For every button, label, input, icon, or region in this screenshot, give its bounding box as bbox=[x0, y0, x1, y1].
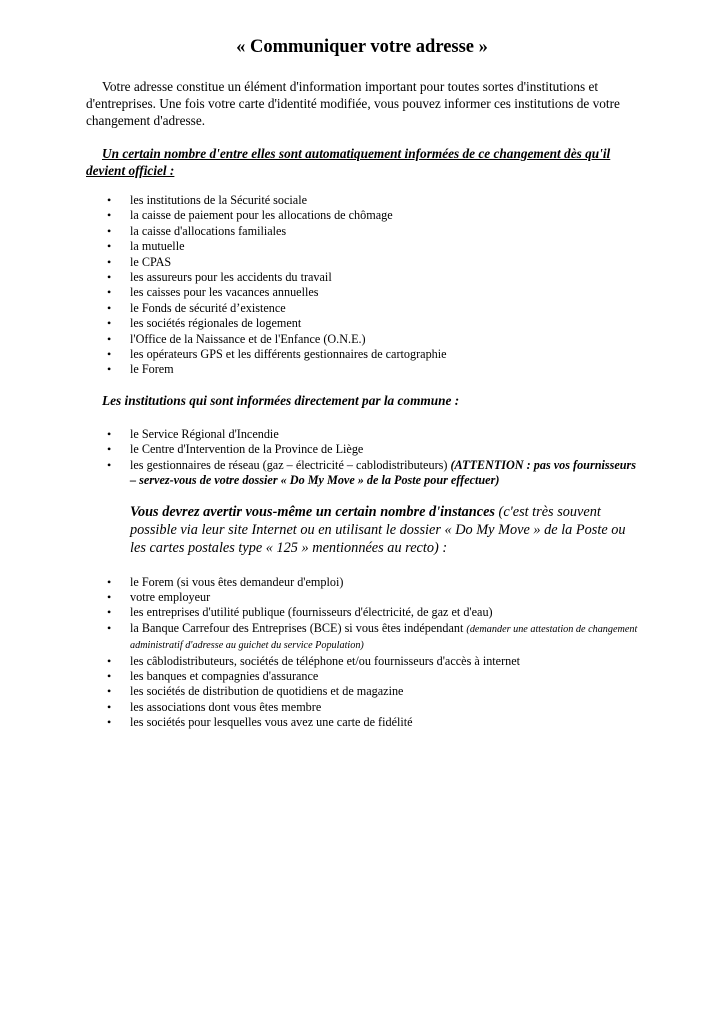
bullet-icon: • bbox=[107, 300, 112, 315]
list-item: • les sociétés de distribution de quotidiens et de magazine bbox=[107, 684, 404, 699]
section3-list bbox=[86, 575, 638, 731]
bullet-icon: • bbox=[107, 285, 112, 300]
list-item: • la caisse d'allocations familiales bbox=[107, 223, 287, 238]
bullet-icon: • bbox=[107, 270, 112, 285]
list-item: • les opérateurs GPS et les différents gestionnaires de cartographie bbox=[107, 347, 447, 362]
list-item: • les sociétés pour lesquelles vous avez une carte de fidélité bbox=[107, 715, 413, 730]
list-item: • l'Office de la Naissance et de l'Enfance (O.N.E.) bbox=[107, 331, 366, 346]
section2-list bbox=[86, 427, 638, 489]
list-item: • votre employeur bbox=[107, 589, 211, 604]
list-item: • le Forem bbox=[107, 362, 174, 377]
list-item: • la mutuelle bbox=[107, 239, 185, 254]
bullet-icon: • bbox=[107, 620, 112, 635]
bullet-icon: • bbox=[107, 699, 112, 714]
bullet-icon: • bbox=[107, 684, 112, 699]
list-item: • le Centre d'Intervention de la Province de Liège bbox=[107, 442, 364, 457]
page-title: « Communiquer votre adresse » bbox=[236, 37, 488, 57]
list-item: • les associations dont vous êtes membre bbox=[107, 699, 322, 714]
section1-list bbox=[86, 193, 638, 378]
bullet-icon: • bbox=[107, 254, 112, 269]
section2-heading: Les institutions qui sont informées directement par la commune : bbox=[102, 392, 460, 408]
bce-note: (demander une attestation de changement administratif d'adresse au guichet du service Population) bbox=[130, 623, 638, 652]
list-item: • les entreprises d'utilité publique (fournisseurs d'électricité, de gaz et d'eau) bbox=[107, 605, 493, 620]
list-item: • le Forem (si vous êtes demandeur d'emploi) bbox=[107, 574, 344, 589]
list-item: • les caisses pour les vacances annuelles bbox=[107, 285, 319, 300]
list-item: • les câblodistributeurs, sociétés de téléphone et/ou fournisseurs d'accès à internet bbox=[107, 653, 521, 668]
intro-paragraph: Votre adresse constitue un élément d'information important pour toutes sortes d'institutions et d'entreprises. Une fois votre carte d'identité modifiée, vous pouvez informer ces institutions de votre changement d'adresse. bbox=[86, 79, 620, 128]
bullet-icon: • bbox=[107, 574, 112, 589]
list-item: • les institutions de la Sécurité sociale bbox=[107, 193, 308, 207]
bullet-icon: • bbox=[107, 605, 112, 620]
attention-note: (ATTENTION : pas vos fournisseurs – servez-vous de votre dossier « Do My Move » de la Poste pour effectuer) bbox=[130, 457, 637, 488]
section1-heading: Un certain nombre d'entre elles sont automatiquement informées de ce changement dès qu'il devient officiel : bbox=[86, 146, 611, 178]
bullet-icon: • bbox=[107, 653, 112, 668]
bullet-icon: • bbox=[107, 347, 112, 362]
list-item: • le CPAS bbox=[107, 254, 172, 269]
bullet-icon: • bbox=[107, 589, 112, 604]
bullet-icon: • bbox=[107, 193, 112, 207]
bullet-icon: • bbox=[107, 715, 112, 730]
bullet-icon: • bbox=[107, 668, 112, 683]
list-item: • les assureurs pour les accidents du travail bbox=[107, 270, 332, 285]
list-item: • les sociétés régionales de logement bbox=[107, 316, 302, 331]
bullet-icon: • bbox=[107, 426, 112, 441]
bullet-icon: • bbox=[107, 362, 112, 377]
list-item: • la caisse de paiement pour les allocations de chômage bbox=[107, 208, 393, 223]
document-page bbox=[86, 36, 638, 731]
bullet-icon: • bbox=[107, 223, 112, 238]
bullet-icon: • bbox=[107, 316, 112, 331]
bullet-icon: • bbox=[107, 331, 112, 346]
list-item: • le Service Régional d'Incendie bbox=[107, 426, 279, 441]
list-item: • les gestionnaires de réseau (gaz – électricité – cablodistributeurs) (ATTENTION : pas vos fournisseurs – servez-vous de votre dossier « Do My Move » de la Poste pour effectuer) bbox=[107, 457, 637, 488]
list-item: • les banques et compagnies d'assurance bbox=[107, 668, 319, 683]
section3-heading: Vous devrez avertir vous-même un certain nombre d'instances (c'est très souvent possible via leur site Internet ou en utilisant le dossier « Do My Move » de la Poste ou les cartes postales type « 125 » mentionnées au recto) : bbox=[130, 503, 626, 556]
list-item: • la Banque Carrefour des Entreprises (BCE) si vous êtes indépendant (demander une attestation de changement administratif d'adresse au guichet du service Population) bbox=[107, 620, 638, 652]
bullet-icon: • bbox=[107, 239, 112, 254]
bullet-icon: • bbox=[107, 208, 112, 223]
bullet-icon: • bbox=[107, 457, 112, 472]
list-item: • le Fonds de sécurité d’existence bbox=[107, 300, 286, 315]
bullet-icon: • bbox=[107, 442, 112, 457]
